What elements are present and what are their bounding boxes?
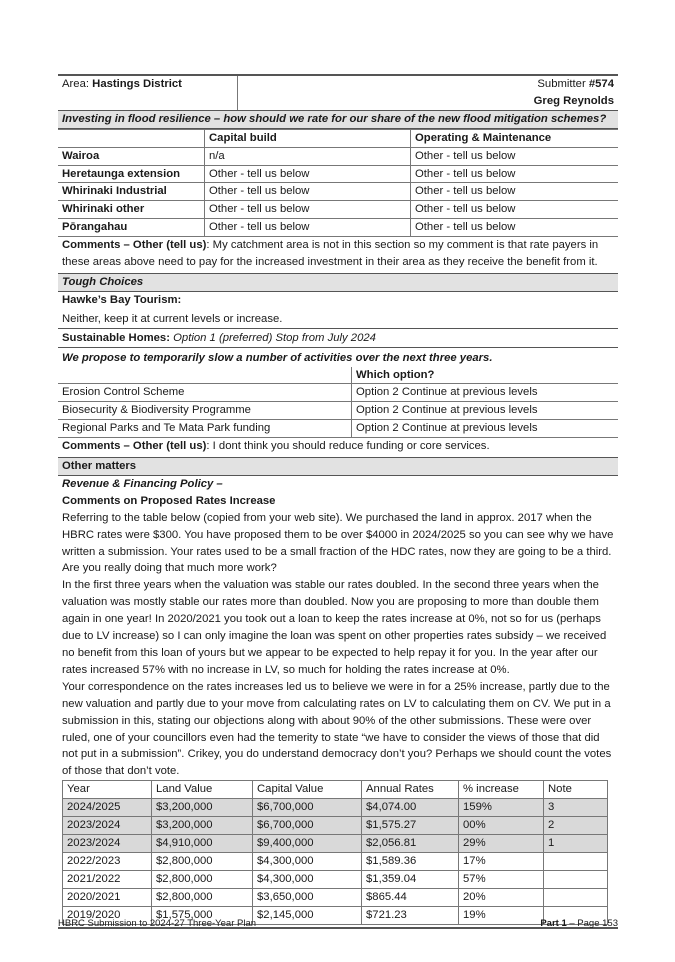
submitter-number: #574 xyxy=(588,78,614,90)
rates-cell xyxy=(544,888,608,906)
flood-row-name: Whirinaki Industrial xyxy=(58,183,205,201)
sustainable-homes xyxy=(58,329,618,348)
footer-title: HBRC Submission to 2024-27 Three-Year Plan xyxy=(58,918,257,929)
rates-cell: 2023/2024 xyxy=(63,834,152,852)
area-value: Hastings District xyxy=(92,78,182,90)
rates-row xyxy=(63,888,608,906)
flood-table xyxy=(58,129,618,237)
rates-header: Capital Value xyxy=(253,781,362,799)
activities-header-blank xyxy=(58,367,352,384)
rates-cell: 2024/2025 xyxy=(63,799,152,817)
activity-row xyxy=(58,420,618,438)
slow-activities-title: We propose to temporarily slow a number of activities over the next three years. xyxy=(62,351,493,364)
tourism-value: Neither, keep it at current levels or increase. xyxy=(58,309,618,329)
tough-choices-title: Tough Choices xyxy=(58,273,618,292)
flood-row xyxy=(58,183,618,201)
flood-row-opex: Other - tell us below xyxy=(411,219,619,237)
rates-cell: $4,074.00 xyxy=(362,799,459,817)
rates-cell: 17% xyxy=(459,852,544,870)
rates-cell: 1 xyxy=(544,834,608,852)
submission-page xyxy=(58,74,618,929)
rates-cell: $2,800,000 xyxy=(152,888,253,906)
rates-cell: $1,575,000 xyxy=(152,906,253,924)
rates-cell: 20% xyxy=(459,888,544,906)
rates-row xyxy=(63,852,608,870)
rates-cell: $2,145,000 xyxy=(253,906,362,924)
flood-row xyxy=(58,147,618,165)
activity-option: Option 2 Continue at previous levels xyxy=(352,402,619,420)
tough-comment xyxy=(58,438,618,455)
flood-comment-label: Comments – Other (tell us) xyxy=(62,239,207,252)
activity-name: Biosecurity & Biodiversity Programme xyxy=(58,402,352,420)
flood-row-name: Wairoa xyxy=(58,147,205,165)
flood-row-opex: Other - tell us below xyxy=(411,165,619,183)
rates-cell: 19% xyxy=(459,906,544,924)
rates-header: Land Value xyxy=(152,781,253,799)
rates-cell: 3 xyxy=(544,799,608,817)
footer-page xyxy=(540,918,618,929)
flood-row-opex: Other - tell us below xyxy=(411,201,619,219)
header-table xyxy=(58,74,618,110)
submitter-name: Greg Reynolds xyxy=(533,94,614,107)
rates-cell: 2021/2022 xyxy=(63,870,152,888)
rates-cell: $2,056.81 xyxy=(362,834,459,852)
activity-name: Erosion Control Scheme xyxy=(58,384,352,402)
flood-section-title: Investing in flood resilience – how should we rate for our share of the new flood mitigation schemes? xyxy=(58,110,618,129)
rates-cell: 29% xyxy=(459,834,544,852)
submitter-label: Submitter xyxy=(537,78,586,90)
activity-option: Option 2 Continue at previous levels xyxy=(352,384,619,402)
paragraph: Referring to the table below (copied from your web site). We purchased the land in approx. 2017 when the HBRC rates were $300. You have proposed them to be over $4000 in 2024/2025 so you can see why we have written a submission. Your rates used to be a small fraction of the HDC rates, now they are going to be a third. Are you really doing that much more work? xyxy=(62,511,614,575)
flood-comment xyxy=(58,237,618,271)
rates-cell: $1,359.04 xyxy=(362,870,459,888)
rates-header-row xyxy=(63,781,608,799)
rates-header: % increase xyxy=(459,781,544,799)
homes-label: Sustainable Homes: xyxy=(62,331,170,344)
rates-cell: $3,200,000 xyxy=(152,799,253,817)
flood-row-opex: Other - tell us below xyxy=(411,147,619,165)
rates-row xyxy=(63,834,608,852)
flood-row-name: Whirinaki other xyxy=(58,201,205,219)
revenue-policy-heading: Revenue & Financing Policy – xyxy=(62,477,223,490)
area-cell xyxy=(58,75,238,110)
rates-cell: $2,800,000 xyxy=(152,852,253,870)
rates-row xyxy=(63,817,608,835)
flood-row-name: Heretaunga extension xyxy=(58,165,205,183)
flood-row-capital: Other - tell us below xyxy=(205,165,411,183)
rates-cell: 57% xyxy=(459,870,544,888)
tough-comment-label: Comments – Other (tell us) xyxy=(62,440,207,453)
paragraph: Your correspondence on the rates increases led us to believe we were in for a 25% increase, partly due to the new valuation and partly due to your move from calculating rates on LV to calculating them on CV. We put in a submission in this, stating our objections along with about 90% of the other submissions. These were over ruled, one of your councillors even had the temerity to state “we have to consider the views of those that did not put in a submission”. Crikey, you do understand democracy don’t you? Perhaps we should count the votes of those that don’t vote. xyxy=(62,680,612,778)
rates-cell: 159% xyxy=(459,799,544,817)
rates-cell: $721.23 xyxy=(362,906,459,924)
footer-part: Part 1 xyxy=(540,918,567,929)
rates-header: Year xyxy=(63,781,152,799)
rates-comment-heading: Comments on Proposed Rates Increase xyxy=(62,494,276,507)
rates-cell: $865.44 xyxy=(362,888,459,906)
rates-cell: $2,800,000 xyxy=(152,870,253,888)
flood-row xyxy=(58,165,618,183)
paragraph: In the first three years when the valuation was stable our rates doubled. In the second three years when the valuation was mostly stable our rates more than doubled. Now you are proposing to more than double them again in one year! In 2020/2021 you took out a loan to keep the rates increase at 0%, not so for us (perhaps due to LV increase) so I can only imagine the loan was spent on other properties rates subsidy – we received no benefit from this loan of yours but we appear to be expected to help repay it for you. In the year after our rates increased 57% with no increase in LV, so much for holding the rates increase at 0%. xyxy=(62,579,607,676)
flood-row-capital: Other - tell us below xyxy=(205,201,411,219)
rates-cell: $4,300,000 xyxy=(253,852,362,870)
rates-cell: 2019/2020 xyxy=(63,906,152,924)
rates-cell: $6,700,000 xyxy=(253,799,362,817)
tough-comment-text: : I dont think you should reduce funding or core services. xyxy=(206,440,490,453)
other-matters-title: Other matters xyxy=(58,457,618,476)
flood-row-name: Pōrangahau xyxy=(58,219,205,237)
flood-row-opex: Other - tell us below xyxy=(411,183,619,201)
rates-cell: $4,910,000 xyxy=(152,834,253,852)
flood-row-capital: Other - tell us below xyxy=(205,183,411,201)
footer-page-number: – Page 153 xyxy=(566,918,618,929)
rates-cell: $9,400,000 xyxy=(253,834,362,852)
rates-cell: 2023/2024 xyxy=(63,817,152,835)
flood-header-blank xyxy=(58,129,205,147)
flood-col-capital: Capital build xyxy=(205,129,411,147)
rates-cell: $1,589.36 xyxy=(362,852,459,870)
rates-cell: 2020/2021 xyxy=(63,888,152,906)
rates-row xyxy=(63,870,608,888)
flood-row xyxy=(58,201,618,219)
tourism-label: Hawke’s Bay Tourism: xyxy=(62,293,182,306)
flood-row-capital: n/a xyxy=(205,147,411,165)
which-option-header: Which option? xyxy=(352,367,619,384)
rates-table xyxy=(62,780,608,924)
rates-cell: $6,700,000 xyxy=(253,817,362,835)
rates-cell: 2022/2023 xyxy=(63,852,152,870)
submitter-cell xyxy=(238,75,619,110)
rates-header: Annual Rates xyxy=(362,781,459,799)
activity-option: Option 2 Continue at previous levels xyxy=(352,420,619,438)
rates-cell: $1,575.27 xyxy=(362,817,459,835)
rates-header: Note xyxy=(544,781,608,799)
activity-row xyxy=(58,402,618,420)
activity-row xyxy=(58,384,618,402)
flood-col-opex: Operating & Maintenance xyxy=(411,129,619,147)
flood-row xyxy=(58,219,618,237)
rates-cell: $4,300,000 xyxy=(253,870,362,888)
area-label: Area: xyxy=(62,78,90,90)
flood-comment-text: : My catchment area is not in this section so my comment is that rate payers in these areas above need to pay for the increased investment in their area as they receive the benefit from it. xyxy=(62,239,599,269)
rates-row xyxy=(63,799,608,817)
rates-cell xyxy=(544,870,608,888)
activities-table xyxy=(58,367,618,439)
flood-row-capital: Other - tell us below xyxy=(205,219,411,237)
rates-cell: 00% xyxy=(459,817,544,835)
activity-name: Regional Parks and Te Mata Park funding xyxy=(58,420,352,438)
rates-cell: 2 xyxy=(544,817,608,835)
homes-value: Option 1 (preferred) Stop from July 2024 xyxy=(173,331,376,344)
rates-cell: $3,650,000 xyxy=(253,888,362,906)
rates-cell: $3,200,000 xyxy=(152,817,253,835)
rates-cell xyxy=(544,852,608,870)
